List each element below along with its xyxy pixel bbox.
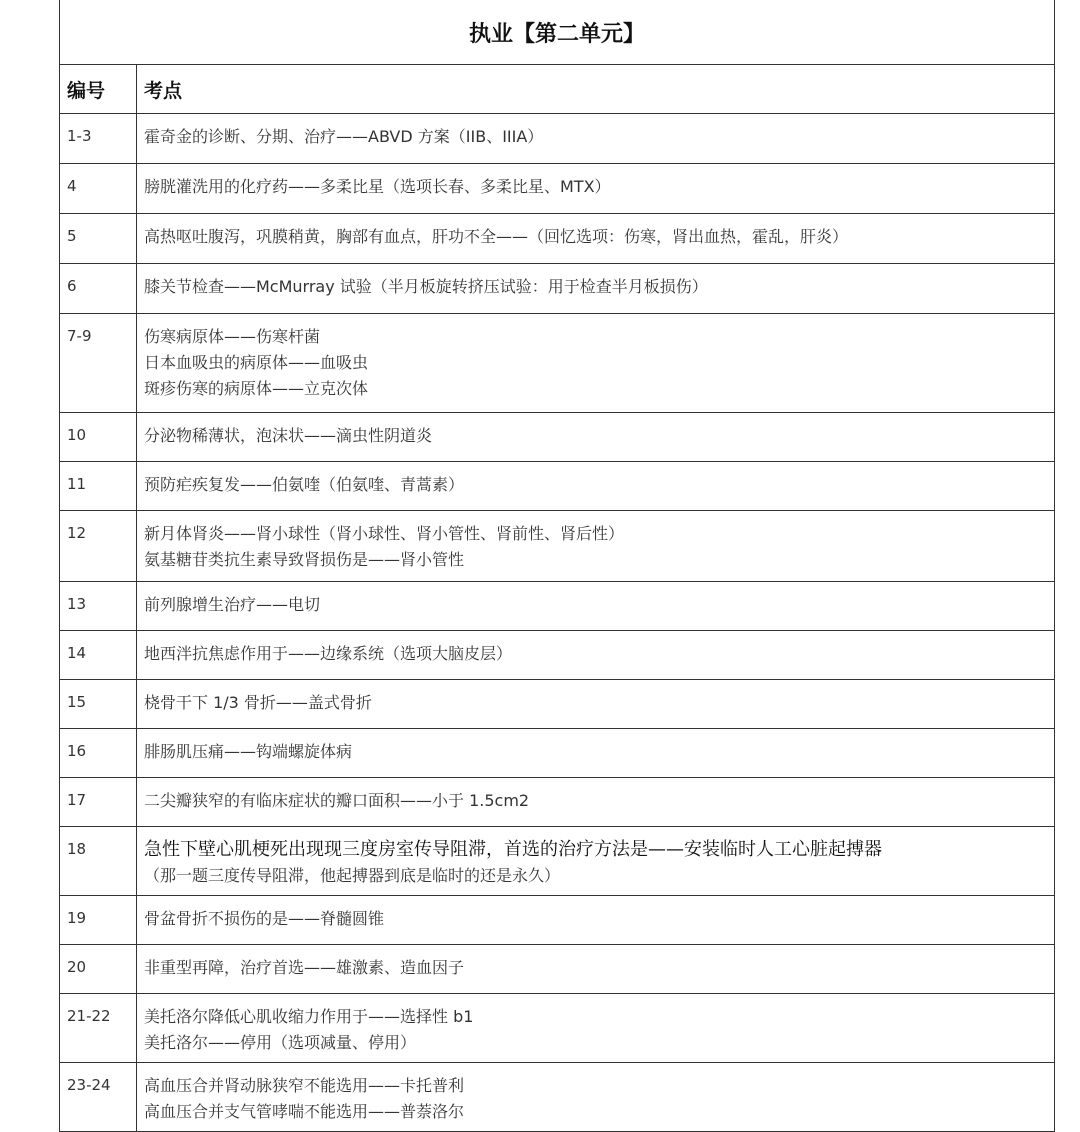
row-point xyxy=(137,314,1054,412)
point-line: 前列腺增生治疗——电切 xyxy=(144,595,321,614)
point-line: 美托洛尔降低心肌收缩力作用于——选择性 b1 xyxy=(144,1007,474,1026)
row-number: 20 xyxy=(60,945,137,993)
point-line: 分泌物稀薄状，泡沫状——滴虫性阴道炎 xyxy=(144,426,433,445)
header-number: 编号 xyxy=(60,65,137,113)
table-row xyxy=(60,114,1054,164)
point-line: 高热呕吐腹泻，巩膜稍黄，胸部有血点，肝功不全——（回忆选项：伤寒，肾出血热，霍乱，肝炎） xyxy=(144,227,849,246)
row-number: 5 xyxy=(60,214,137,263)
table-row xyxy=(60,827,1054,896)
point-line: 斑疹伤寒的病原体——立克次体 xyxy=(144,379,369,398)
row-point xyxy=(137,945,1054,993)
table-body xyxy=(60,114,1054,1132)
row-number: 13 xyxy=(60,582,137,630)
row-point xyxy=(137,264,1054,313)
row-point xyxy=(137,994,1054,1062)
point-line: 伤寒病原体——伤寒杆菌 xyxy=(144,327,321,346)
point-line: 二尖瓣狭窄的有临床症状的瓣口面积——小于 1.5cm2 xyxy=(144,791,530,810)
row-number: 11 xyxy=(60,462,137,510)
point-line: 桡骨干下 1/3 骨折——盖式骨折 xyxy=(144,693,372,712)
row-point xyxy=(137,778,1054,826)
row-point xyxy=(137,827,1054,895)
row-point xyxy=(137,1063,1054,1131)
point-line: 新月体肾炎——肾小球性（肾小球性、肾小管性、肾前性、肾后性） xyxy=(144,524,625,543)
row-number: 12 xyxy=(60,511,137,581)
table-row xyxy=(60,729,1054,778)
point-line: （那一题三度传导阻滞，他起搏器到底是临时的还是永久） xyxy=(144,866,561,885)
row-number: 6 xyxy=(60,264,137,313)
table-row xyxy=(60,164,1054,214)
table-row xyxy=(60,413,1054,462)
row-number: 16 xyxy=(60,729,137,777)
row-point xyxy=(137,511,1054,581)
header-point: 考点 xyxy=(144,79,183,102)
table-title: 执业【第二单元】 xyxy=(60,0,1054,65)
table-row xyxy=(60,582,1054,631)
point-line: 非重型再障，治疗首选——雄激素、造血因子 xyxy=(144,958,465,977)
row-point xyxy=(137,462,1054,510)
table-row xyxy=(60,214,1054,264)
table-row xyxy=(60,1063,1054,1132)
row-number: 18 xyxy=(60,827,137,895)
point-line: 地西泮抗焦虑作用于——边缘系统（选项大脑皮层） xyxy=(144,644,513,663)
table-row xyxy=(60,778,1054,827)
row-number: 21-22 xyxy=(60,994,137,1062)
point-line: 氨基糖苷类抗生素导致肾损伤是——肾小管性 xyxy=(144,550,465,569)
table-row xyxy=(60,314,1054,413)
row-point xyxy=(137,214,1054,263)
point-line: 日本血吸虫的病原体——血吸虫 xyxy=(144,353,369,372)
point-line: 腓肠肌压痛——钩端螺旋体病 xyxy=(144,742,353,761)
table-row xyxy=(60,680,1054,729)
point-line: 膝关节检查——McMurray 试验（半月板旋转挤压试验：用于检查半月板损伤） xyxy=(144,277,708,296)
point-line: 预防疟疾复发——伯氨喹（伯氨喹、青蒿素） xyxy=(144,475,465,494)
point-line: 美托洛尔——停用（选项减量、停用） xyxy=(144,1033,417,1052)
row-number: 23-24 xyxy=(60,1063,137,1131)
row-number: 7-9 xyxy=(60,314,137,412)
row-number: 4 xyxy=(60,164,137,213)
row-number: 17 xyxy=(60,778,137,826)
point-line: 高血压合并支气管哮喘不能选用——普萘洛尔 xyxy=(144,1102,465,1121)
row-number: 14 xyxy=(60,631,137,679)
row-point xyxy=(137,631,1054,679)
table-row xyxy=(60,631,1054,680)
row-point xyxy=(137,582,1054,630)
table-row xyxy=(60,945,1054,994)
table-row xyxy=(60,896,1054,945)
row-point xyxy=(137,896,1054,944)
row-point xyxy=(137,680,1054,728)
point-line: 霍奇金的诊断、分期、治疗——ABVD 方案（IIB、IIIA） xyxy=(144,127,544,146)
point-line: 急性下壁心肌梗死出现现三度房室传导阻滞，首选的治疗方法是——安装临时人工心脏起搏器 xyxy=(144,839,882,860)
table-row xyxy=(60,264,1054,314)
table-row xyxy=(60,511,1054,582)
point-line: 骨盆骨折不损伤的是——脊髓圆锥 xyxy=(144,909,385,928)
row-number: 10 xyxy=(60,413,137,461)
table-header xyxy=(60,65,1054,114)
row-number: 19 xyxy=(60,896,137,944)
point-line: 高血压合并肾动脉狭窄不能选用——卡托普利 xyxy=(144,1076,465,1095)
row-point xyxy=(137,729,1054,777)
row-number: 1-3 xyxy=(60,114,137,163)
point-line: 膀胱灌洗用的化疗药——多柔比星（选项长春、多柔比星、MTX） xyxy=(144,177,611,196)
row-point xyxy=(137,164,1054,213)
row-number: 15 xyxy=(60,680,137,728)
table-row xyxy=(60,462,1054,511)
exam-points-table xyxy=(59,0,1055,1132)
table-row xyxy=(60,994,1054,1063)
row-point xyxy=(137,413,1054,461)
row-point xyxy=(137,114,1054,163)
